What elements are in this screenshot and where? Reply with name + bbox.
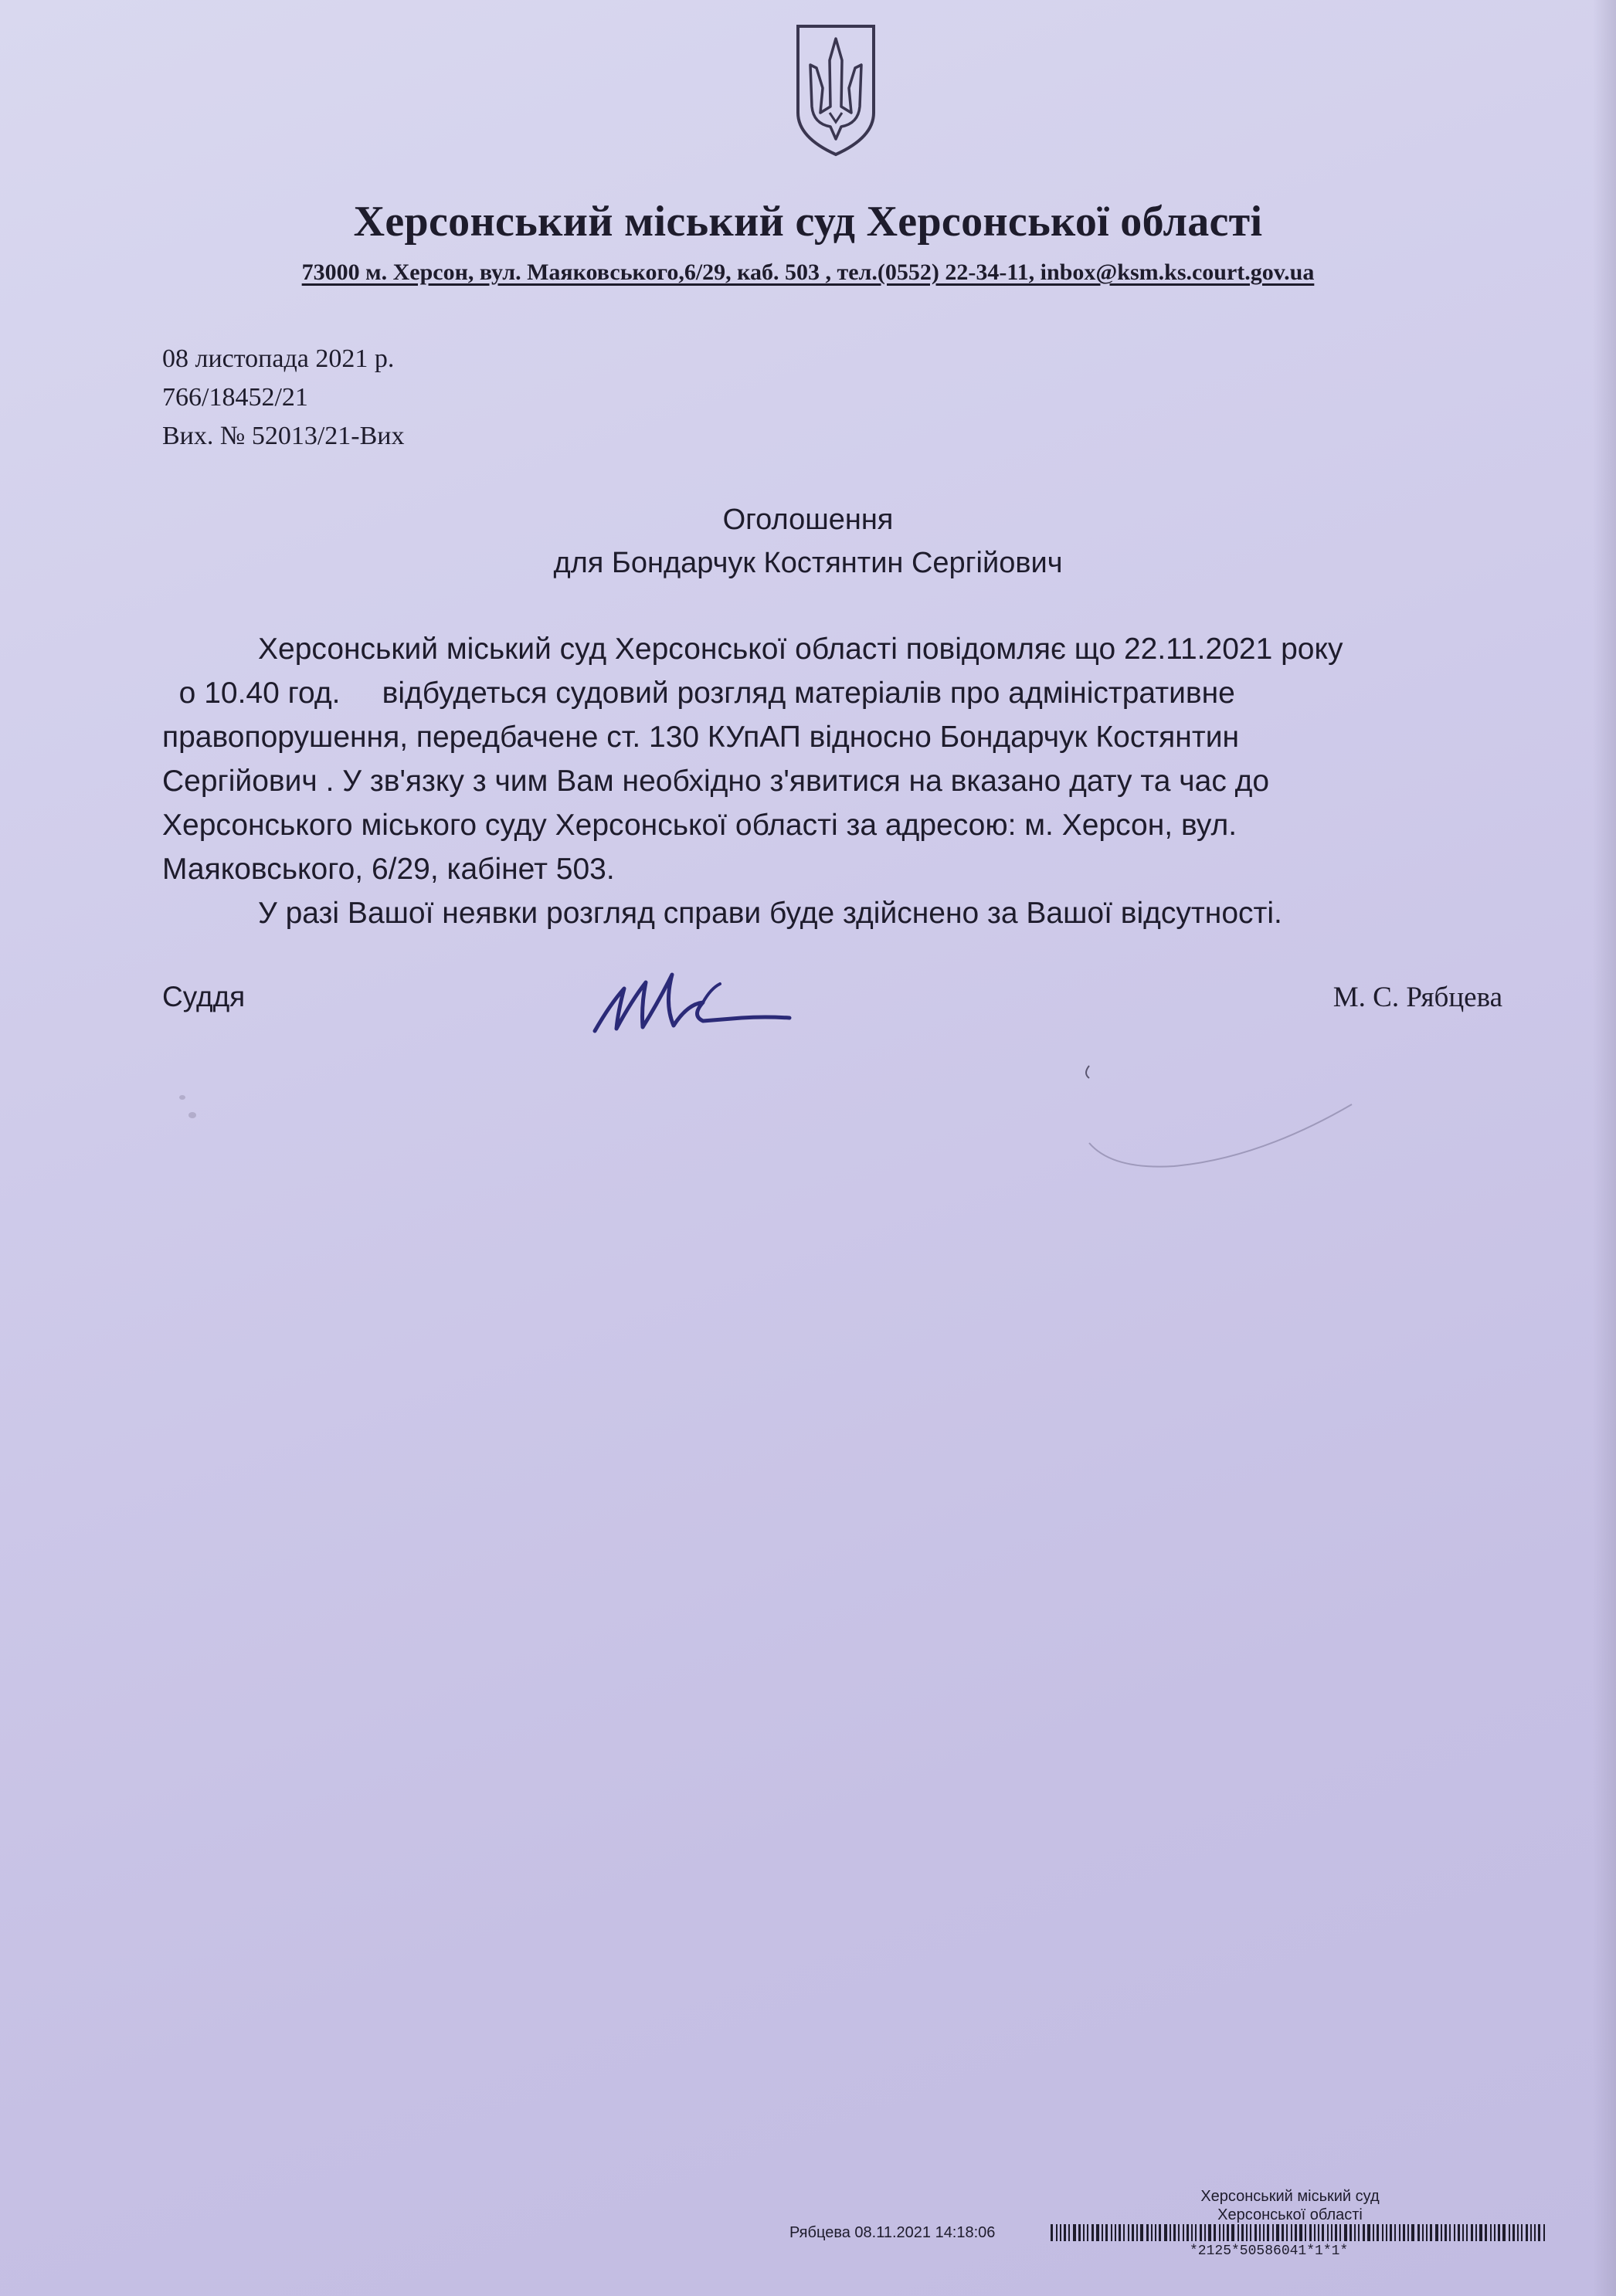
barcode-bar <box>1178 2224 1180 2241</box>
barcode-bar <box>1128 2224 1129 2241</box>
barcode-bar <box>1111 2224 1112 2241</box>
announcement-recipient: для Бондарчук Костянтин Сергійович <box>553 547 1063 579</box>
barcode-bar <box>1223 2224 1224 2241</box>
barcode-bar <box>1534 2224 1536 2241</box>
announcement-title: Оголошення <box>722 504 894 536</box>
barcode-bar <box>1335 2224 1337 2241</box>
barcode-bar <box>1530 2224 1532 2241</box>
barcode-bar <box>1246 2224 1248 2241</box>
barcode-bar <box>1291 2224 1292 2241</box>
barcode-bar <box>1411 2224 1414 2241</box>
barcode-bar <box>1538 2224 1540 2241</box>
announcement-body <box>162 627 1522 935</box>
barcode-bar <box>1403 2224 1405 2241</box>
barcode-bar <box>1164 2224 1167 2241</box>
barcode-bar <box>1155 2224 1156 2241</box>
handwritten-signature-icon <box>587 958 796 1050</box>
barcode-bar <box>1454 2224 1455 2241</box>
barcode-bar <box>1146 2224 1149 2241</box>
barcode-bar <box>1051 2224 1053 2241</box>
barcode-bar <box>1441 2224 1442 2241</box>
barcode-bar <box>1373 2224 1374 2241</box>
barcode-bar <box>1132 2224 1134 2241</box>
barcode-bar <box>1073 2224 1076 2241</box>
barcode-number: *2125*50586041*1*1* <box>1190 2243 1349 2259</box>
footer-court-stamp <box>1151 2187 1429 2224</box>
barcode-bar <box>1060 2224 1061 2241</box>
judge-name: М. С. Рябцева <box>1333 982 1502 1013</box>
barcode-bar <box>1462 2224 1464 2241</box>
barcode-bar <box>1170 2224 1171 2241</box>
barcode-bar <box>1227 2224 1229 2241</box>
barcode-bar <box>1399 2224 1400 2241</box>
barcode-bar <box>1056 2224 1058 2241</box>
barcode-bar <box>1208 2224 1211 2241</box>
paper-speck <box>179 1095 185 1100</box>
barcode-bar <box>1471 2224 1473 2241</box>
barcode-bar <box>1490 2224 1492 2241</box>
body-line: Херсонський міський суд Херсонської області повідомляє що 22.11.2021 року <box>258 633 1343 666</box>
barcode-bar <box>1426 2224 1428 2241</box>
barcode-bar <box>1322 2224 1324 2241</box>
barcode-bar <box>1521 2224 1523 2241</box>
barcode-bar <box>1458 2224 1460 2241</box>
barcode-bar <box>1517 2224 1519 2241</box>
barcode-bar <box>1314 2224 1316 2241</box>
barcode-bar <box>1159 2224 1161 2241</box>
footer-court-line2: Херсонської області <box>1217 2206 1363 2223</box>
barcode-bar <box>1267 2224 1269 2241</box>
barcode-bar <box>1339 2224 1341 2241</box>
barcode-bar <box>1237 2224 1239 2241</box>
barcode-bar <box>1430 2224 1432 2241</box>
body-line: о 10.40 год. відбудеться судовий розгляд матеріалів про адміністративне <box>162 677 1235 710</box>
barcode-bar <box>1449 2224 1451 2241</box>
barcode-bar <box>1140 2224 1143 2241</box>
document-meta <box>162 340 404 456</box>
barcode-bar <box>1318 2224 1319 2241</box>
body-line: правопорушення, передбачене ст. 130 КУпАП відносно Бондарчук Костянтин <box>162 721 1240 754</box>
barcode-bar <box>1183 2224 1184 2241</box>
barcode-bar <box>1254 2224 1257 2241</box>
judge-role: Суддя <box>162 981 246 1012</box>
case-number: 766/18452/21 <box>162 383 308 412</box>
barcode-bar <box>1231 2224 1234 2241</box>
barcode-bar <box>1494 2224 1495 2241</box>
barcode-icon <box>1051 2224 1545 2241</box>
barcode-bar <box>1390 2224 1392 2241</box>
barcode-bar <box>1377 2224 1379 2241</box>
barcode-bar <box>1526 2224 1528 2241</box>
barcode-bar <box>1191 2224 1193 2241</box>
barcode-bar <box>1105 2224 1108 2241</box>
barcode-bar <box>1386 2224 1387 2241</box>
barcode-bar <box>1344 2224 1347 2241</box>
barcode-bar <box>1305 2224 1306 2241</box>
document-date: 08 листопада 2021 р. <box>162 344 395 373</box>
barcode-bar <box>1327 2224 1329 2241</box>
barcode-bar <box>1543 2224 1545 2241</box>
barcode-bar <box>1331 2224 1333 2241</box>
barcode-bar <box>1276 2224 1279 2241</box>
footer-signature-stamp: Рябцева 08.11.2021 14:18:06 <box>789 2224 996 2241</box>
barcode-bar <box>1349 2224 1352 2241</box>
barcode-bar <box>1187 2224 1189 2241</box>
court-address-text: 73000 м. Херсон, вул. Маяковського,6/29, каб. 503 , тел.(0552) 22-34-11, inbox@ksm.ks.court.gov.ua <box>301 259 1315 285</box>
barcode-bar <box>1417 2224 1420 2241</box>
barcode-bar <box>1250 2224 1251 2241</box>
barcode-bar <box>1219 2224 1220 2241</box>
barcode-bar <box>1367 2224 1370 2241</box>
barcode-bar <box>1241 2224 1244 2241</box>
barcode-bar <box>1078 2224 1081 2241</box>
body-line: Сергійович . У зв'язку з чим Вам необхідно з'явитися на вказано дату та час до <box>162 765 1270 798</box>
barcode-bar <box>1509 2224 1510 2241</box>
barcode-bar <box>1087 2224 1088 2241</box>
barcode-bar <box>1286 2224 1288 2241</box>
barcode-bar <box>1422 2224 1424 2241</box>
barcode-bar <box>1151 2224 1153 2241</box>
barcode-bar <box>1123 2224 1125 2241</box>
tryzub-coat-of-arms-icon <box>793 22 878 159</box>
barcode-bar <box>1282 2224 1284 2241</box>
barcode-bar <box>1485 2224 1487 2241</box>
paper-speck <box>188 1112 196 1118</box>
barcode-bar <box>1394 2224 1396 2241</box>
barcode-bar <box>1102 2224 1103 2241</box>
barcode-bar <box>1512 2224 1515 2241</box>
body-line: Херсонського міського суду Херсонської області за адресою: м. Херсон, вул. <box>162 809 1237 842</box>
barcode-bar <box>1354 2224 1356 2241</box>
barcode-bar <box>1091 2224 1094 2241</box>
barcode-bar <box>1466 2224 1468 2241</box>
barcode-bar <box>1382 2224 1383 2241</box>
barcode-bar <box>1136 2224 1138 2241</box>
outgoing-number: Вих. № 52013/21-Вих <box>162 422 405 450</box>
barcode-bar <box>1272 2224 1274 2241</box>
barcode-bar <box>1259 2224 1261 2241</box>
barcode-bar <box>1195 2224 1197 2241</box>
barcode-bar <box>1119 2224 1121 2241</box>
body-line: У разі Вашої неявки розгляд справи буде здійснено за Вашої відсутності. <box>258 897 1282 930</box>
barcode-bar <box>1309 2224 1312 2241</box>
barcode-bar <box>1064 2224 1066 2241</box>
barcode-bar <box>1445 2224 1447 2241</box>
barcode-bar <box>1502 2224 1506 2241</box>
barcode-bar <box>1498 2224 1500 2241</box>
barcode-bar <box>1214 2224 1216 2241</box>
barcode-bar <box>1479 2224 1482 2241</box>
barcode-bar <box>1263 2224 1265 2241</box>
barcode-bar <box>1200 2224 1202 2241</box>
barcode-bar <box>1204 2224 1206 2241</box>
barcode-bar <box>1358 2224 1360 2241</box>
body-line: Маяковського, 6/29, кабінет 503. <box>162 853 615 886</box>
barcode-bar <box>1115 2224 1116 2241</box>
court-address <box>0 259 1616 286</box>
barcode-bar <box>1299 2224 1302 2241</box>
barcode-bar <box>1407 2224 1409 2241</box>
barcode-bar <box>1435 2224 1438 2241</box>
barcode-bar <box>1475 2224 1477 2241</box>
barcode-bar <box>1173 2224 1176 2241</box>
barcode-bar <box>1295 2224 1297 2241</box>
paper-edge-shadow <box>1593 0 1616 2296</box>
paper-crease-mark <box>1066 1058 1360 1182</box>
barcode-bar <box>1083 2224 1085 2241</box>
barcode-bar <box>1363 2224 1365 2241</box>
barcode-bar <box>1096 2224 1099 2241</box>
footer-court-line1: Херсонський міський суд <box>1200 2188 1380 2205</box>
barcode-bar <box>1068 2224 1070 2241</box>
court-name: Херсонський міський суд Херсонської області <box>353 198 1263 246</box>
